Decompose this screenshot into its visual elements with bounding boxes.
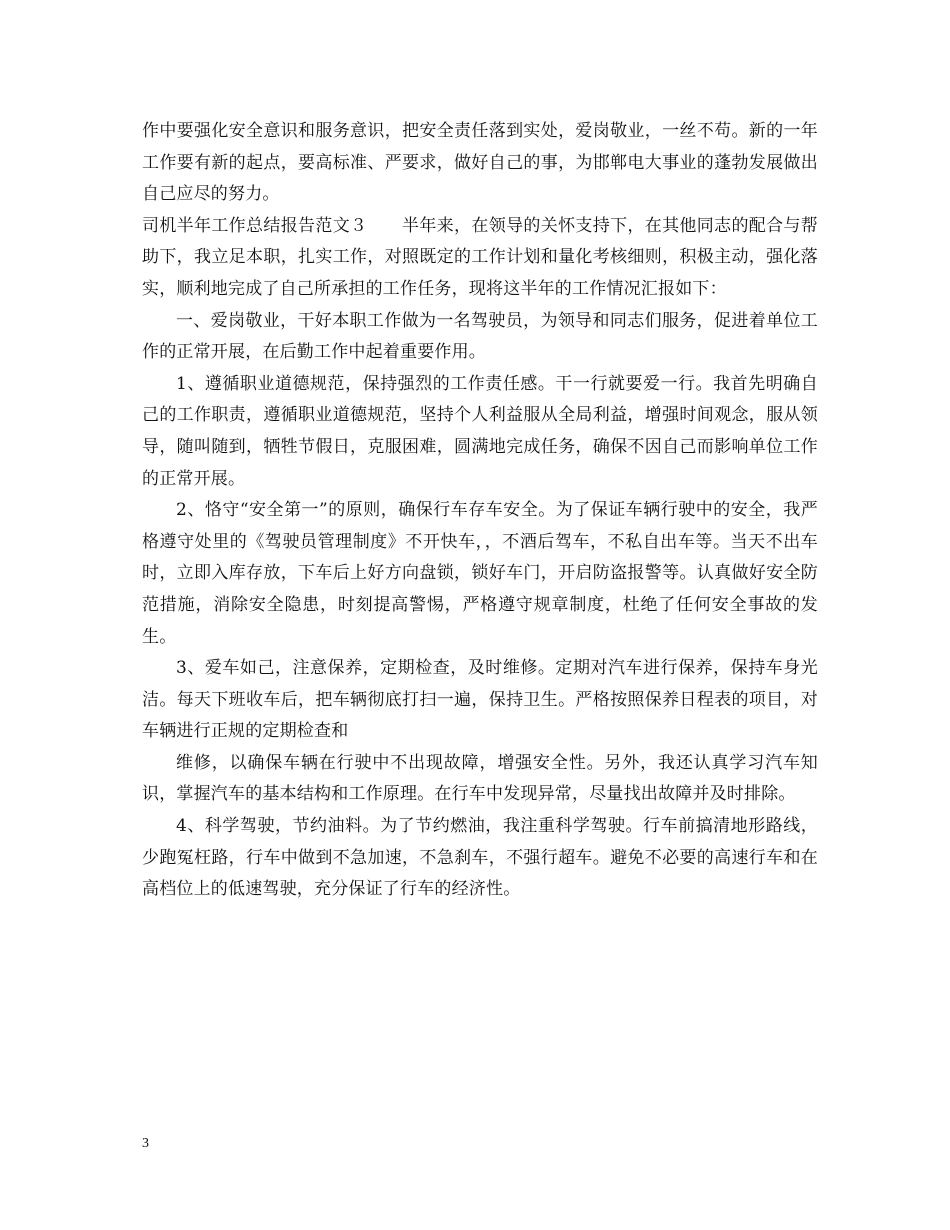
paragraph-continuation: 作中要强化安全意识和服务意识，把安全责任落到实处，爱岗敬业，一丝不苟。新的一年工作要有新的起点，要高标准、严要求，做好自己的事，为邯郸电大事业的蓬勃发展做出自己应尽的努力。 bbox=[142, 121, 818, 205]
paragraph-item-3-continued: 维修，以确保车辆在行驶中不出现故障，增强安全性。另外，我还认真学习汽车知识，掌握汽车的基本结构和工作原理。在行车中发现异常，尽量找出故障并及时排除。 bbox=[142, 752, 818, 805]
paragraph-item-2: 2、恪守“安全第一”的原则，确保行车存车安全。为了保证车辆行驶中的安全，我严格遵守处里的《驾驶员管理制度》不开快车，，不酒后驾车，不私自出车等。当天不出车时，立即入库存放，下车后上好方向盘锁，锁好车门，开启防盗报警等。认真做好安全防范措施，消除安全隐患，时刻提高警惕，严格遵守规章制度，杜绝了任何安全事故的发生。 bbox=[142, 500, 818, 647]
paragraph-item-4: 4、科学驾驶，节约油料。为了节约燃油，我注重科学驾驶。行车前搞清地形路线，少跑冤枉路，行车中做到不急加速，不急刹车，不强行超车。避免不必要的高速行车和在高档位上的低速驾驶，充分保证了行车的经济性。 bbox=[142, 816, 818, 900]
paragraph-report-heading: 司机半年工作总结报告范文３ 半年来，在领导的关怀支持下，在其他同志的配合与帮助下，我立足本职，扎实工作，对照既定的工作计划和量化考核细则，积极主动，强化落实，顺利地完成了自己所承担的工作任务，现将这半年的工作情况汇报如下： bbox=[142, 215, 818, 299]
paragraph-section-one: 一、爱岗敬业，干好本职工作做为一名驾驶员，为领导和同志们服务，促进着单位工作的正常开展，在后勤工作中起着重要作用。 bbox=[142, 310, 818, 363]
paragraph-item-1: 1、遵循职业道德规范，保持强烈的工作责任感。干一行就要爱一行。我首先明确自己的工作职责，遵循职业道德规范，坚持个人利益服从全局利益，增强时间观念，服从领导，随叫随到，牺牲节假日，克服困难，圆满地完成任务，确保不因自己而影响单位工作的正常开展。 bbox=[142, 373, 818, 489]
page-number: 3 bbox=[142, 1136, 149, 1151]
paragraph-item-3: 3、爱车如己，注意保养，定期检查，及时维修。定期对汽车进行保养，保持车身光洁。每天下班收车后，把车辆彻底打扫一遍，保持卫生。严格按照保养日程表的项目，对车辆进行正规的定期检查和 bbox=[142, 658, 818, 742]
body-text bbox=[142, 116, 818, 906]
